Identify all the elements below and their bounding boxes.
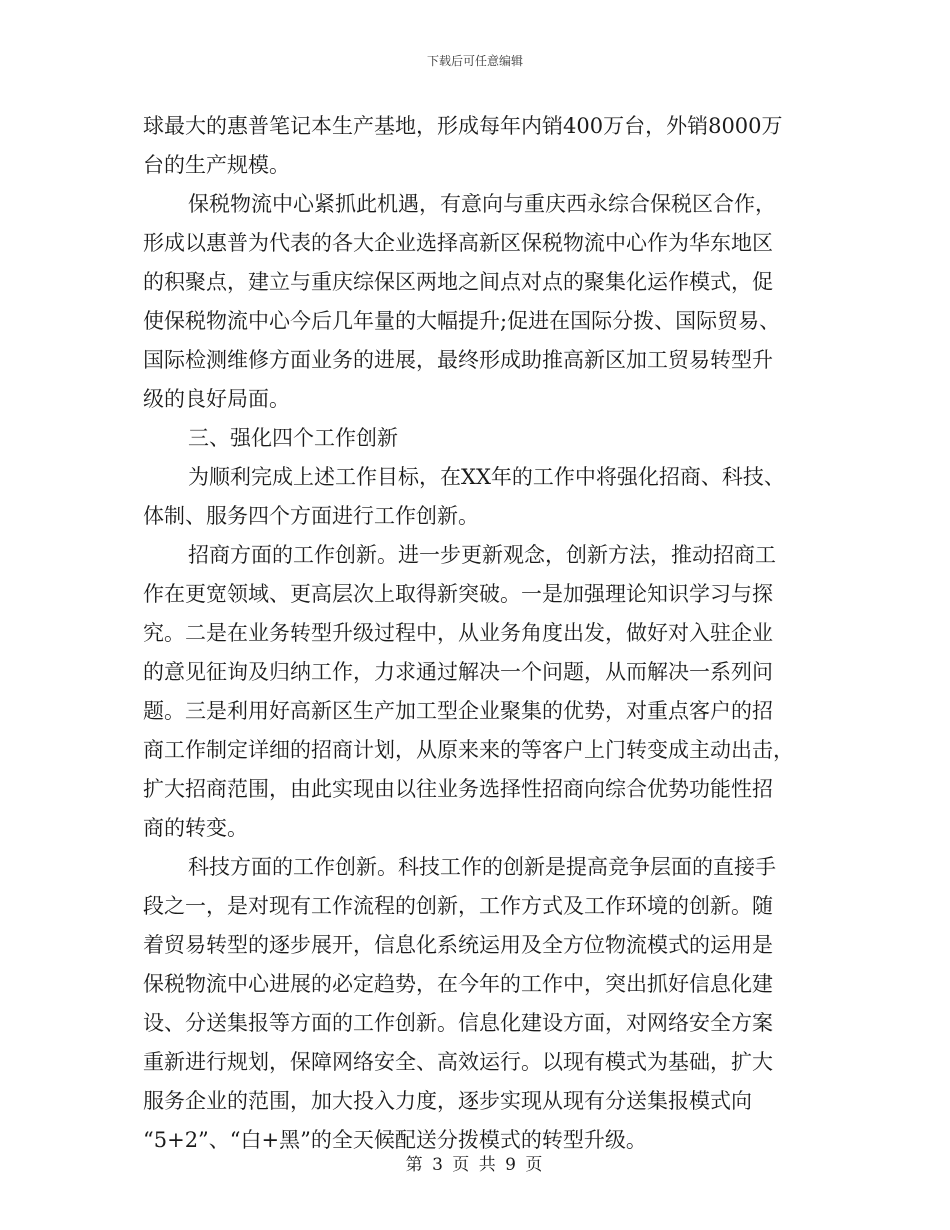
header-note: 下载后可任意编辑 <box>426 54 523 68</box>
body-text <box>143 107 803 1160</box>
text-line: 究。二是在业务转型升级过程中，从业务角度出发，做好对入驻企业 <box>143 621 773 645</box>
text-line: 商的转变。 <box>143 816 248 840</box>
text-line: “5+2”、“白+黑”的全天候配送分拨模式的转型升级。 <box>143 1128 647 1152</box>
text-line: 国际检测维修方面业务的进展，最终形成助推高新区加工贸易转型升 <box>143 348 773 372</box>
page-number-footer: 第 3 页 共 9 页 <box>405 1155 545 1175</box>
text-line: 招商方面的工作创新。进一步更新观念，创新方法，推动招商工 <box>188 543 776 567</box>
text-line: 形成以惠普为代表的各大企业选择高新区保税物流中心作为华东地区 <box>143 231 773 255</box>
text-line: 使保税物流中心今后几年量的大幅提升;促进在国际分拨、国际贸易、 <box>143 309 781 333</box>
text-line: 设、分送集报等方面的工作创新。信息化建设方面，对网络安全方案 <box>143 1011 773 1035</box>
text-line: 的积聚点，建立与重庆综保区两地之间点对点的聚集化运作模式，促 <box>143 270 773 294</box>
text-line: 商工作制定详细的招商计划，从原来来的等客户上门转变成主动出击， <box>143 738 794 762</box>
text-line: 级的良好局面。 <box>143 387 290 411</box>
text-line: 三、强化四个工作创新 <box>188 426 398 450</box>
text-line: 为顺利完成上述工作目标，在XX年的工作中将强化招商、科技、 <box>188 465 785 489</box>
text-line: 体制、服务四个方面进行工作创新。 <box>143 504 479 528</box>
text-line: 保税物流中心进展的必定趋势，在今年的工作中，突出抓好信息化建 <box>143 972 773 996</box>
text-line: 球最大的惠普笔记本生产基地，形成每年内销400万台，外销8000万 <box>143 114 783 138</box>
text-line: 保税物流中心紧抓此机遇，有意向与重庆西永综合保税区合作， <box>188 192 776 216</box>
text-line: 扩大招商范围，由此实现由以往业务选择性招商向综合优势功能性招 <box>143 777 773 801</box>
text-line: 作在更宽领域、更高层次上取得新突破。一是加强理论知识学习与探 <box>143 582 773 606</box>
text-line: 台的生产规模。 <box>143 153 290 177</box>
text-line: 着贸易转型的逐步展开，信息化系统运用及全方位物流模式的运用是 <box>143 933 773 957</box>
text-line: 重新进行规划，保障网络安全、高效运行。以现有模式为基础，扩大 <box>143 1050 773 1074</box>
text-line: 段之一，是对现有工作流程的创新，工作方式及工作环境的创新。随 <box>143 894 773 918</box>
text-line: 题。三是利用好高新区生产加工型企业聚集的优势，对重点客户的招 <box>143 699 773 723</box>
text-line: 科技方面的工作创新。科技工作的创新是提高竞争层面的直接手 <box>188 855 776 879</box>
text-line: 服务企业的范围，加大投入力度，逐步实现从现有分送集报模式向 <box>143 1089 752 1113</box>
text-line: 的意见征询及归纳工作，力求通过解决一个问题，从而解决一系列问 <box>143 660 773 684</box>
